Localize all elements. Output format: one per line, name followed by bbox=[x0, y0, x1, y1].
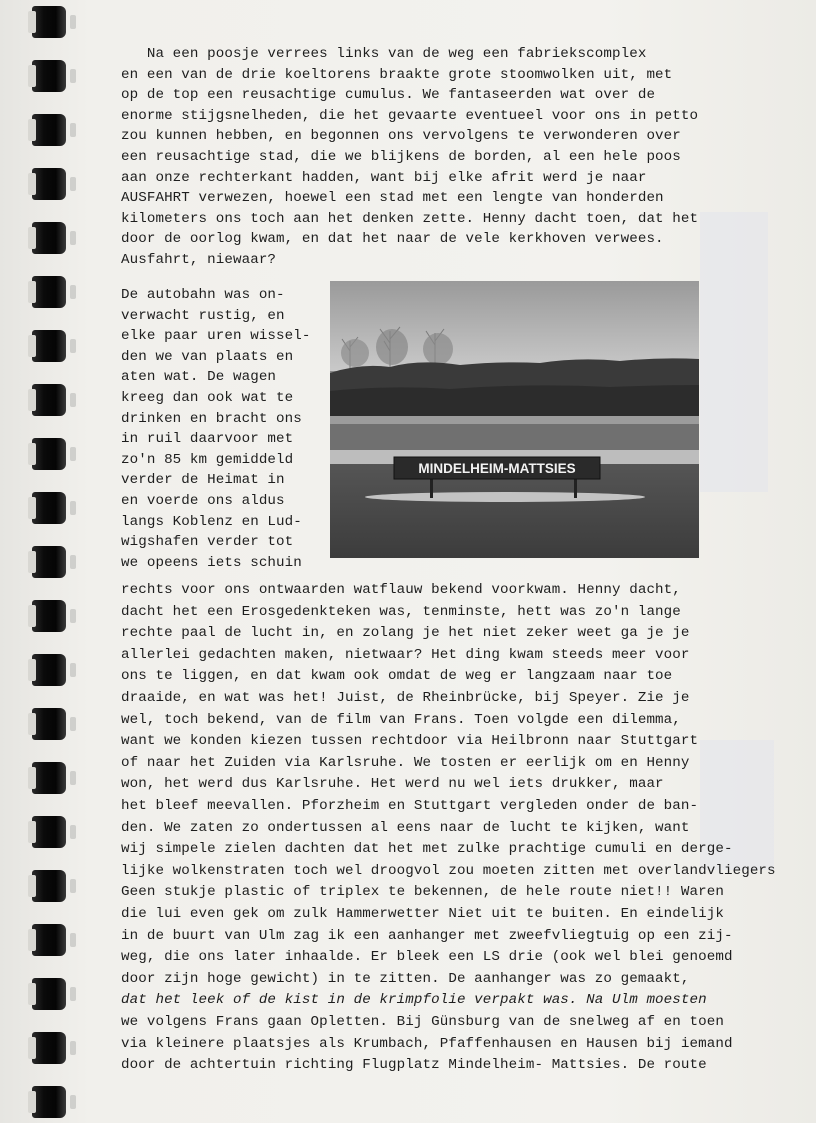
punch-hole bbox=[70, 177, 76, 191]
binding-ring bbox=[32, 330, 66, 362]
text-line: zou kunnen hebben, en begonnen ons vervolgens te verwonderen over bbox=[121, 128, 681, 145]
text-line: lijke wolkenstraten toch wel droogvol zou moeten zitten met overlandvliegers bbox=[121, 862, 776, 879]
binding-ring bbox=[32, 222, 66, 254]
text-line: in ruil daarvoor met bbox=[121, 431, 294, 448]
binding-ring bbox=[32, 816, 66, 848]
text-line: aten wat. De wagen bbox=[121, 369, 277, 386]
punch-hole bbox=[70, 501, 76, 515]
spiral-binding bbox=[32, 0, 72, 1123]
punch-hole bbox=[70, 1095, 76, 1109]
text-line: rechts voor ons ontwaarden watflauw bekend voorkwam. Henny dacht, bbox=[121, 582, 681, 598]
text-line: Na een poosje verrees links van de weg een fabriekscomplex bbox=[121, 46, 647, 62]
text-line: wigshafen verder tot bbox=[121, 534, 294, 551]
text-line: wij simpele zielen dachten dat het met zulke prachtige cumuli en derge- bbox=[121, 841, 733, 858]
text-line: we opeens iets schuin bbox=[121, 554, 302, 571]
text-line: op de top een reusachtige cumulus. We fantaseerden wat over de bbox=[121, 87, 656, 104]
text-line: rechte paal de lucht in, en zolang je het niet zeker weet ga je je bbox=[121, 625, 690, 642]
punch-hole bbox=[70, 15, 76, 29]
punch-hole bbox=[70, 339, 76, 353]
text-line: of naar het Zuiden via Karlsruhe. We tosten er eerlijk om en Henny bbox=[121, 754, 690, 771]
text-line: die lui even gek om zulk Hammerwetter Niet uit te buiten. En eindelijk bbox=[121, 906, 724, 922]
punch-hole bbox=[70, 231, 76, 245]
punch-hole bbox=[70, 123, 76, 137]
binding-ring bbox=[32, 870, 66, 902]
binding-ring bbox=[32, 168, 66, 200]
punch-hole bbox=[70, 69, 76, 83]
text-line: verder de Heimat in bbox=[121, 472, 285, 489]
punch-hole bbox=[70, 933, 76, 947]
text-line: ons te liggen, en dat kwam ook omdat de weg er langzaam naar toe bbox=[121, 668, 673, 685]
binding-ring bbox=[32, 60, 66, 92]
text-line: Geen stukje plastic of triplex te bekennen, de hele route niet!! Waren bbox=[121, 884, 724, 901]
binding-ring bbox=[32, 438, 66, 470]
binding-ring bbox=[32, 978, 66, 1010]
text-line: draaide, en wat was het! Juist, de Rheinbrücke, bij Speyer. Zie je bbox=[121, 690, 690, 706]
text-line: langs Koblenz en Lud- bbox=[121, 513, 302, 530]
text-line: aan onze rechterkant hadden, want bij elke afrit werd je naar bbox=[121, 169, 647, 186]
text-line: den. We zaten zo ondertussen al eens naar de lucht te kijken, want bbox=[121, 819, 690, 836]
binding-ring bbox=[32, 708, 66, 740]
text-line: weg, die ons later inhaalde. Er bleek een LS drie (ook wel blei genoemd bbox=[121, 949, 733, 966]
text-line: het bleef meevallen. Pforzheim en Stuttgart vergleden onder de ban- bbox=[121, 798, 699, 814]
show-through-text bbox=[700, 48, 810, 188]
binding-ring bbox=[32, 546, 66, 578]
text-line: want we konden kiezen tussen rechtdoor via Heilbronn naar Stuttgart bbox=[121, 733, 699, 750]
punch-hole bbox=[70, 987, 76, 1001]
punch-hole bbox=[70, 447, 76, 461]
punch-hole bbox=[70, 825, 76, 839]
text-line: dat het leek of de kist in de krimpfolie verpakt was. Na Ulm moesten bbox=[121, 992, 707, 1009]
text-line: enorme stijgsnelheden, die het gevaarte eventueel voor ons in petto bbox=[121, 107, 699, 124]
text-line: verwacht rustig, en bbox=[121, 307, 285, 324]
text-line: via kleinere plaatsjes als Krumbach, Pfaffenhausen en Hausen bij iemand bbox=[121, 1035, 733, 1052]
text-line: kreeg dan ook wat te bbox=[121, 390, 294, 406]
punch-hole bbox=[70, 285, 76, 299]
text-line: een reusachtige stad, die we blijkens de borden, al een hele poos bbox=[121, 149, 681, 165]
punch-hole bbox=[70, 393, 76, 407]
text-line: De autobahn was on- bbox=[121, 287, 285, 303]
binding-ring bbox=[32, 492, 66, 524]
text-line: zo'n 85 km gemiddeld bbox=[121, 451, 294, 468]
binding-ring bbox=[32, 1086, 66, 1118]
punch-hole bbox=[70, 717, 76, 731]
text-line: en een van de drie koeltorens braakte grote stoomwolken uit, met bbox=[121, 66, 673, 83]
text-line: Ausfahrt, niewaar? bbox=[121, 252, 277, 268]
binding-ring bbox=[32, 762, 66, 794]
punch-hole bbox=[70, 879, 76, 893]
text-line: elke paar uren wissel- bbox=[121, 328, 311, 345]
text-line: AUSFAHRT verwezen, hoewel een stad met een lengte van honderden bbox=[121, 190, 664, 207]
text-line: kilometers ons toch aan het denken zette. Henny dacht toen, dat het bbox=[121, 210, 699, 227]
text-line: door de achtertuin richting Flugplatz Mindelheim- Mattsies. De route bbox=[121, 1057, 707, 1074]
binding-ring bbox=[32, 1032, 66, 1064]
binding-ring bbox=[32, 6, 66, 38]
binding-ring bbox=[32, 600, 66, 632]
binding-ring bbox=[32, 654, 66, 686]
punch-hole bbox=[70, 609, 76, 623]
text-line: en voerde ons aldus bbox=[121, 493, 285, 509]
punch-hole bbox=[70, 555, 76, 569]
photo-sign-label: MINDELHEIM-MATTSIES bbox=[418, 461, 576, 476]
punch-hole bbox=[70, 1041, 76, 1055]
text-line: dacht het een Erosgedenkteken was, tenminste, hett was zo'n lange bbox=[121, 603, 681, 620]
binding-ring bbox=[32, 384, 66, 416]
text-line: allerlei gedachten maken, nietwaar? Het ding kwam steeds meer voor bbox=[121, 646, 690, 663]
punch-hole bbox=[70, 663, 76, 677]
binding-ring bbox=[32, 114, 66, 146]
text-line: won, het werd dus Karlsruhe. Het werd nu wel iets drukker, maar bbox=[121, 776, 664, 793]
photo-sign-mindelheim-mattsies bbox=[330, 281, 699, 558]
text-line: door de oorlog kwam, en dat het naar de vele kerkhoven verwees. bbox=[121, 231, 664, 248]
show-through-image bbox=[700, 212, 768, 492]
text-line: door zijn hoge gewicht) in te zitten. De aanhanger was zo gemaakt, bbox=[121, 970, 690, 987]
binding-ring bbox=[32, 924, 66, 956]
binding-ring bbox=[32, 276, 66, 308]
text-line: in de buurt van Ulm zag ik een aanhanger met zweefvliegtuig op een zij- bbox=[121, 927, 733, 944]
text-line: we volgens Frans gaan Opletten. Bij Günsburg van de snelweg af en toen bbox=[121, 1014, 724, 1030]
text-line: wel, toch bekend, van de film van Frans. Toen volgde een dilemma, bbox=[121, 711, 681, 728]
punch-hole bbox=[70, 771, 76, 785]
text-line: drinken en bracht ons bbox=[121, 410, 302, 427]
text-line: den we van plaats en bbox=[121, 348, 294, 365]
photo-illustration bbox=[330, 281, 699, 558]
